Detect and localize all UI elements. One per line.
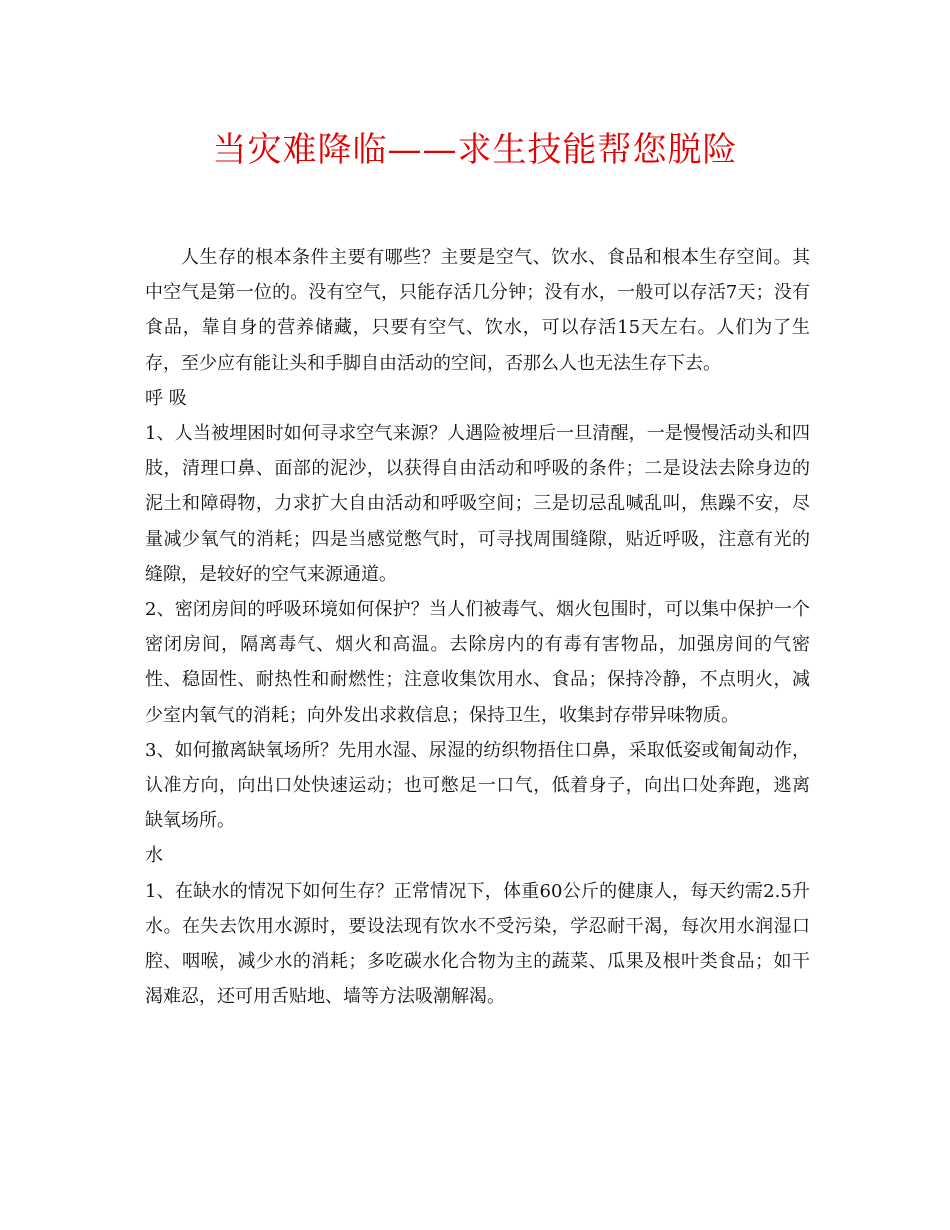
section-heading-breathing: 呼 吸 <box>145 387 187 409</box>
water-item-1: 1、在缺水的情况下如何生存？正常情况下，体重60公斤的健康人，每天约需2.5升水。在失去饮用水源时，要设法现有饮水不受污染，学忍耐干渴，每次用水润湿口腔、咽喉，减少水的消耗；多吃碳水化合物为主的蔬菜、瓜果及根叶类食品；如干渴难忍，还可用舌贴地、墙等方法吸潮解渴。 <box>145 880 810 1008</box>
document-body <box>145 240 810 1014</box>
breathing-item-1: 1、人当被埋困时如何寻求空气来源？人遇险被埋后一旦清醒，一是慢慢活动头和四肢，清理口鼻、面部的泥沙，以获得自由活动和呼吸的条件；二是设法去除身边的泥土和障碍物，力求扩大自由活动和呼吸空间；三是切忌乱喊乱叫，焦躁不安，尽量减少氧气的消耗；四是当感觉憋气时，可寻找周围缝隙，贴近呼吸，注意有光的缝隙，是较好的空气来源通道。 <box>145 423 810 585</box>
document-title: 当灾难降临——求生技能帮您脱险 <box>212 130 738 170</box>
breathing-item-2: 2、密闭房间的呼吸环境如何保护？当人们被毒气、烟火包围时，可以集中保护一个密闭房间，隔离毒气、烟火和高温。去除房内的有毒有害物品，加强房间的气密性、稳固性、耐热性和耐燃性；注意收集饮用水、食品；保持冷静，不点明火，减少室内氧气的消耗；向外发出求救信息；保持卫生，收集封存带异味物质。 <box>145 599 810 726</box>
section-heading-water: 水 <box>145 845 163 867</box>
intro-paragraph: 人生存的根本条件主要有哪些？主要是空气、饮水、食品和根本生存空间。其中空气是第一位的。没有空气，只能存活几分钟；没有水，一般可以存活7天；没有食品，靠自身的营养储藏，只要有空气、饮水，可以存活15天左右。人们为了生存，至少应有能让头和手脚自由活动的空间，否那么人也无法生存下去。 <box>145 247 810 374</box>
breathing-item-3: 3、如何撤离缺氧场所？先用水湿、尿湿的纺织物捂住口鼻，采取低姿或匍匐动作，认准方向，向出口处快速运动；也可憋足一口气，低着身子，向出口处奔跑，逃离缺氧场所。 <box>145 739 810 832</box>
